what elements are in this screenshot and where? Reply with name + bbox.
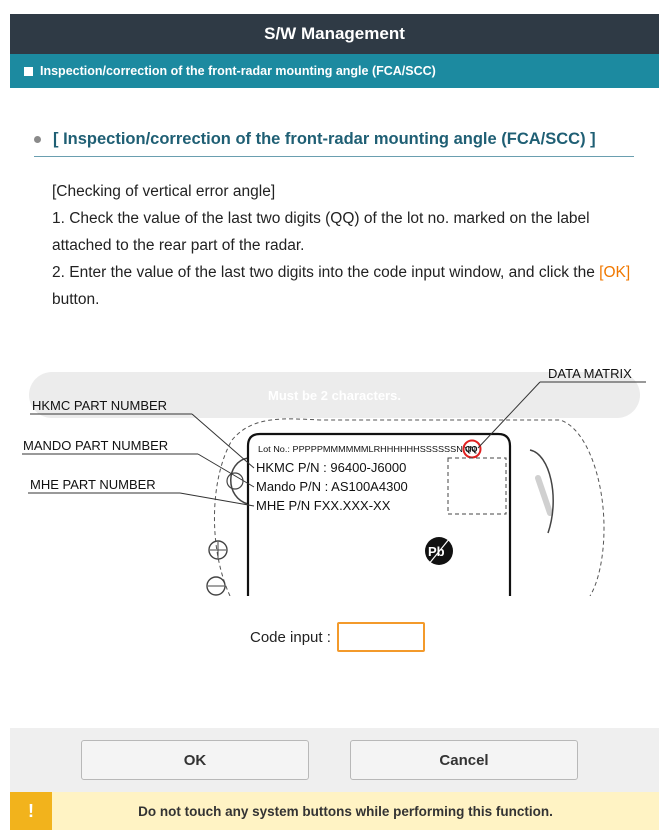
instruction-line-2 — [52, 259, 632, 313]
radar-label-diagram — [20, 358, 660, 596]
callout-mhe-part-number: MHE PART NUMBER — [30, 477, 156, 492]
leader-mhe — [180, 493, 254, 506]
window-title: S/W Management — [264, 24, 405, 43]
code-input-label: Code input : — [250, 628, 331, 646]
input-hint-text: Must be 2 characters. — [268, 387, 401, 403]
function-subtitle-bar — [10, 54, 659, 88]
function-subtitle: Inspection/correction of the front-radar mounting angle (FCA/SCC) — [40, 64, 436, 78]
callout-data-matrix: DATA MATRIX — [548, 366, 632, 381]
section-heading-text: [ Inspection/correction of the front-radar mounting angle (FCA/SCC) ] — [53, 129, 596, 148]
left-mount-tab — [231, 458, 248, 504]
ok-button[interactable]: OK — [81, 740, 309, 780]
callout-hkmc-part-number: HKMC PART NUMBER — [32, 398, 168, 413]
code-input-field[interactable] — [337, 622, 425, 652]
right-mount-slot — [538, 478, 550, 513]
code-input-row — [250, 622, 425, 652]
qq-text: QQ — [465, 445, 478, 454]
cancel-button[interactable]: Cancel — [350, 740, 578, 780]
warning-icon: ! — [10, 792, 52, 830]
bullet-dot-icon — [34, 136, 41, 143]
instruction-line-2-suffix: button. — [52, 291, 100, 308]
instruction-line-2-prefix: 2. Enter the value of the last two digits into the code input window, and click the — [52, 264, 600, 281]
lot-number-text: Lot No.: PPPPPMMMMMMLRHHHHHHSSSSSSNNN — [258, 444, 476, 454]
leader-hkmc — [192, 414, 254, 468]
instructions-text — [52, 178, 632, 313]
window-title-bar — [10, 14, 659, 54]
instruction-line-0: [Checking of vertical error angle] — [52, 183, 276, 200]
warning-text: Do not touch any system buttons while performing this function. — [138, 803, 553, 819]
mhe-pn-text: MHE P/N FXX.XXX-XX — [256, 498, 391, 513]
mando-pn-text: Mando P/N : AS100A4300 — [256, 479, 408, 494]
ok-highlight: [OK] — [599, 264, 631, 281]
warning-bar — [10, 792, 659, 830]
section-heading — [34, 122, 634, 157]
pb-text: Pb — [428, 544, 445, 559]
instruction-line-1: 1. Check the value of the last two digits (QQ) of the lot no. marked on the label attached to the rear part of the radar. — [52, 210, 590, 254]
hkmc-pn-text: HKMC P/N : 96400-J6000 — [256, 460, 407, 475]
button-bar — [10, 728, 659, 792]
callout-mando-part-number: MANDO PART NUMBER — [23, 438, 169, 453]
square-bullet-icon — [24, 67, 33, 76]
